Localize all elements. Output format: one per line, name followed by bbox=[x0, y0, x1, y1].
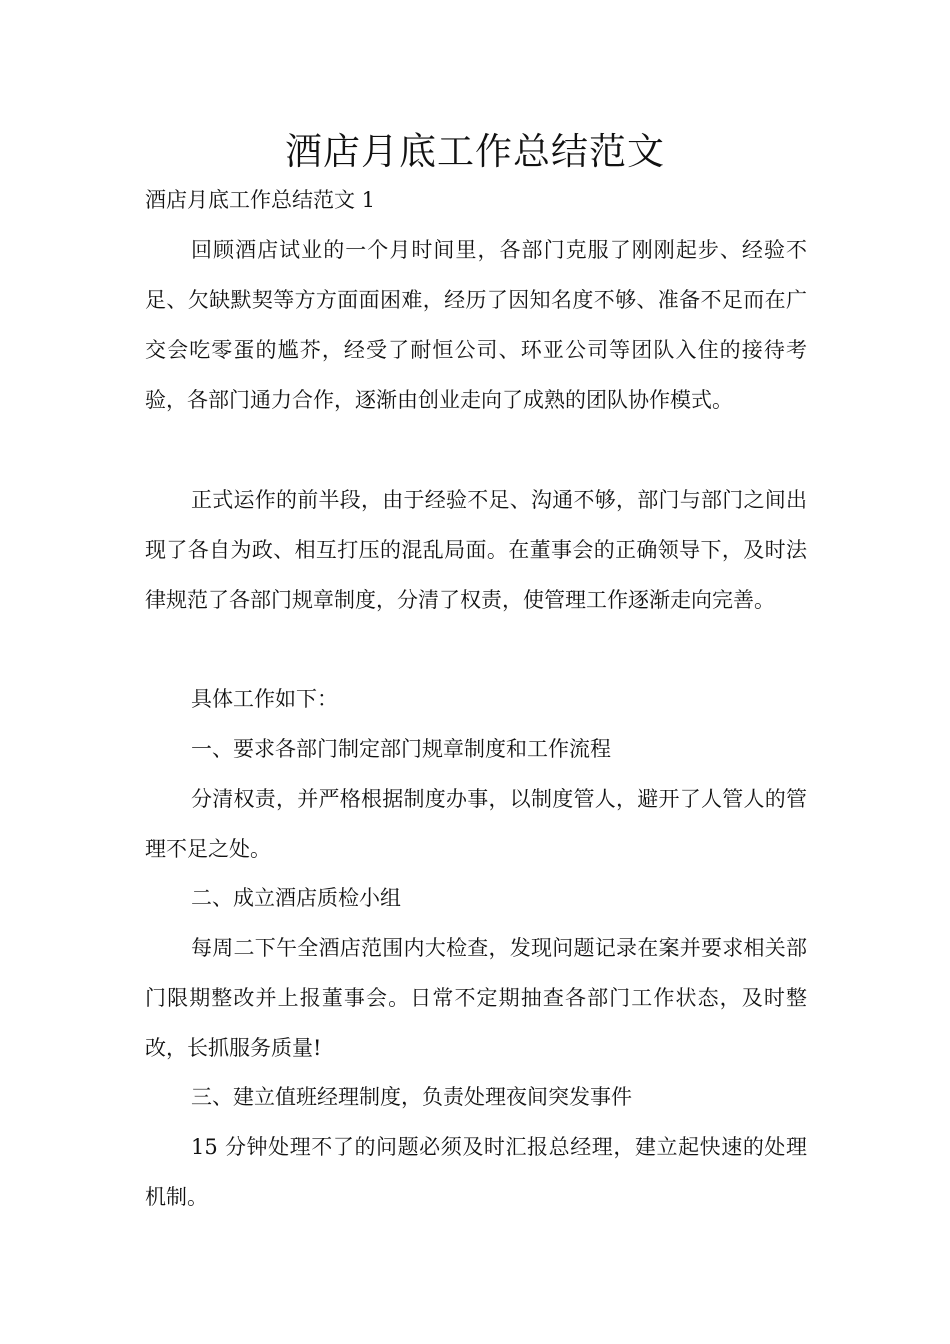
paragraph-section-1: 分清权责，并严格根据制度办事，以制度管人，避开了人管人的管理不足之处。 bbox=[145, 787, 807, 861]
document-subtitle: 酒店月底工作总结范文 1 bbox=[145, 188, 376, 212]
paragraph-section-2: 每周二下午全酒店范围内大检查，发现问题记录在案并要求相关部门限期整改并上报董事会。日常不定期抽查各部门工作状态，及时整改，长抓服务质量! bbox=[145, 936, 807, 1060]
section-heading-1: 一、要求各部门制定部门规章制度和工作流程 bbox=[191, 737, 611, 761]
section-heading-3: 三、建立值班经理制度，负责处理夜间突发事件 bbox=[191, 1085, 632, 1109]
paragraph-section-3: 15 分钟处理不了的问题必须及时汇报总经理，建立起快速的处理机制。 bbox=[145, 1135, 807, 1209]
section-heading-2: 二、成立酒店质检小组 bbox=[191, 886, 401, 910]
document-title: 酒店月底工作总结范文 bbox=[285, 130, 665, 173]
paragraph-review: 回顾酒店试业的一个月时间里，各部门克服了刚刚起步、经验不足、欠缺默契等方方面面困难，经历了因知名度不够、准备不足而在广交会吃零蛋的尴芥，经受了耐恒公司、环亚公司等团队入住的接待考验，各部门通力合作，逐渐由创业走向了成熟的团队协作模式。 bbox=[145, 238, 807, 412]
paragraph-first-half: 正式运作的前半段，由于经验不足、沟通不够，部门与部门之间出现了各自为政、相互打压的混乱局面。在董事会的正确领导下，及时法律规范了各部门规章制度，分清了权责，使管理工作逐渐走向完善。 bbox=[145, 488, 807, 612]
paragraph-intro: 具体工作如下： bbox=[191, 687, 338, 711]
